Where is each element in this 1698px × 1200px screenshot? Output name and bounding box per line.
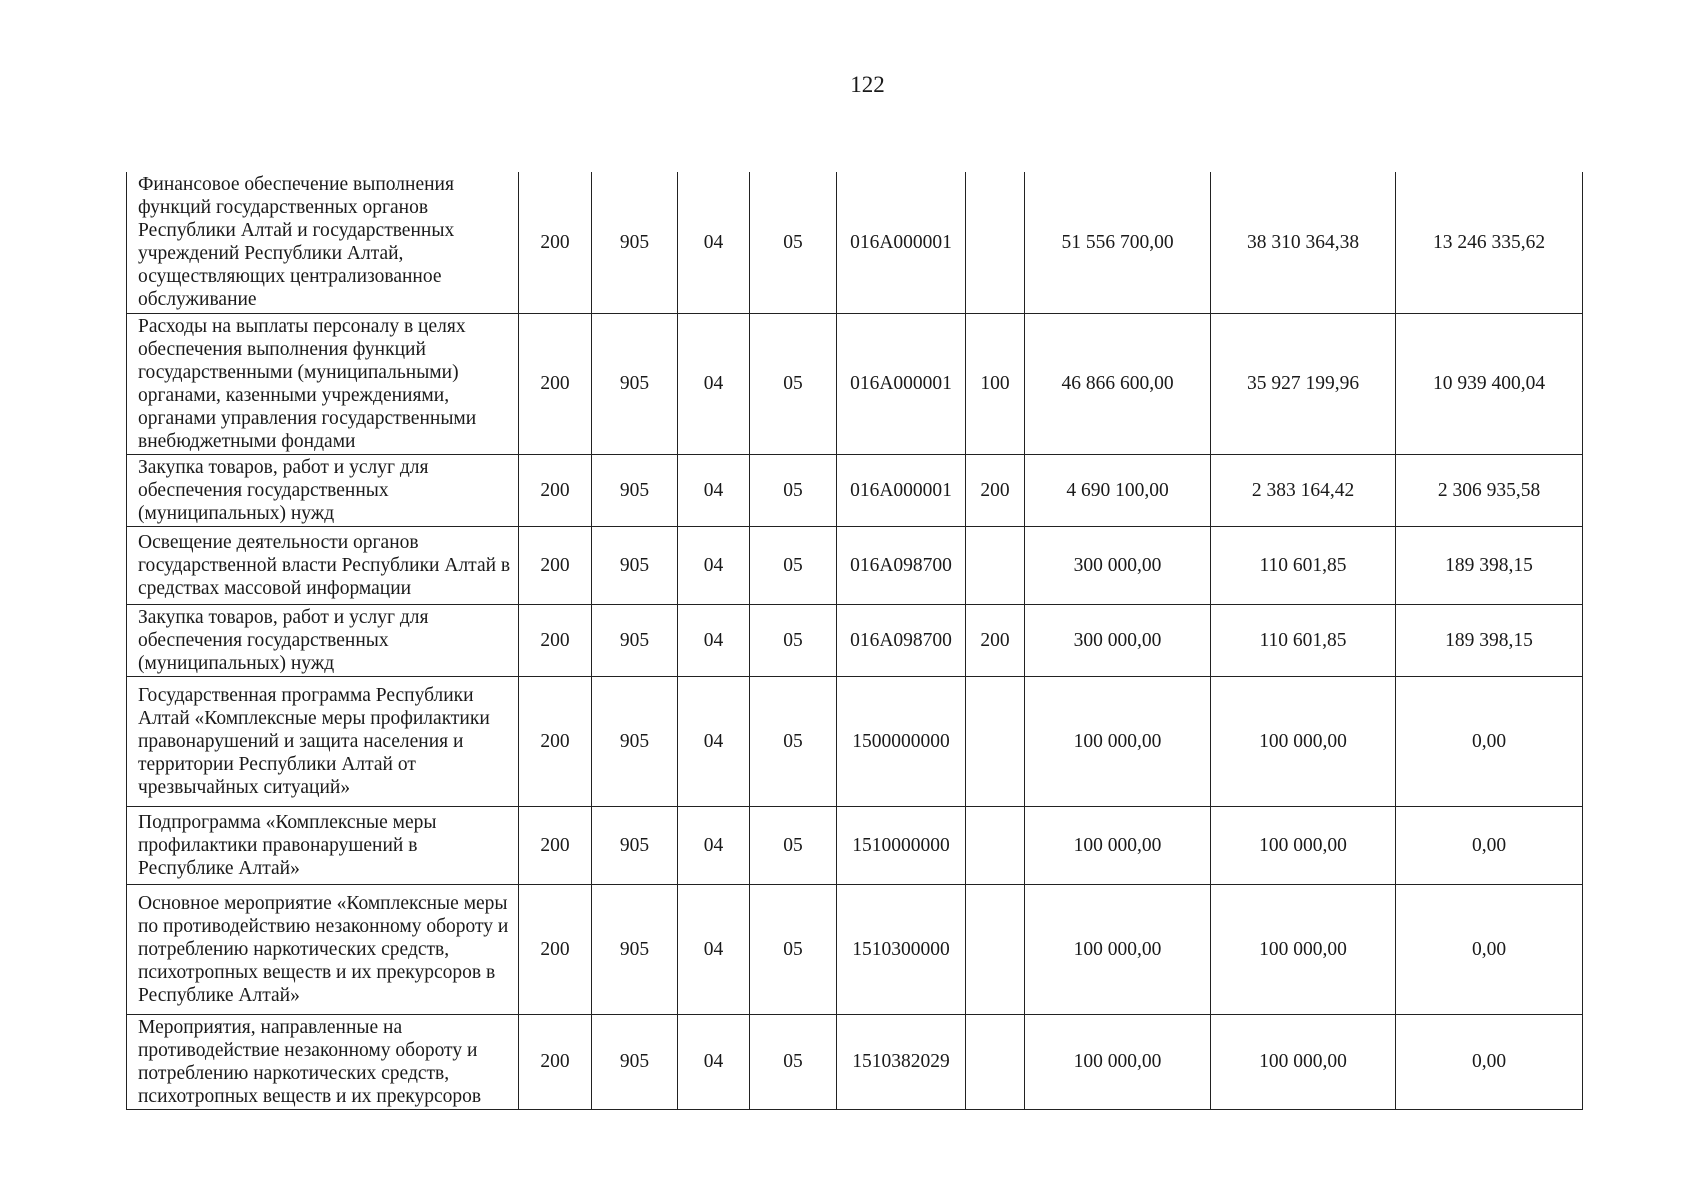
cell-remainder-amount: 189 398,15 <box>1396 604 1583 676</box>
cell-code-4: 05 <box>750 526 837 604</box>
cell-description: Государственная программа Республики Алтай «Комплексные меры профилактики правонарушений и защита населения и территории Республики Алтай от чрезвычайных ситуаций» <box>127 676 519 806</box>
cell-code-2: 905 <box>592 172 678 313</box>
cell-executed-amount: 100 000,00 <box>1211 806 1396 884</box>
cell-plan-amount: 300 000,00 <box>1025 526 1211 604</box>
cell-target-article: 016А098700 <box>837 526 966 604</box>
page-number: 122 <box>850 72 885 97</box>
table-row <box>127 806 1583 884</box>
cell-executed-amount: 110 601,85 <box>1211 526 1396 604</box>
cell-remainder-amount: 13 246 335,62 <box>1396 172 1583 313</box>
table-row <box>127 884 1583 1014</box>
cell-code-3: 04 <box>678 454 750 526</box>
cell-description: Подпрограмма «Комплексные меры профилактики правонарушений в Республике Алтай» <box>127 806 519 884</box>
cell-code-4: 05 <box>750 884 837 1014</box>
cell-target-article: 1510000000 <box>837 806 966 884</box>
cell-description: Закупка товаров, работ и услуг для обеспечения государственных (муниципальных) нужд <box>127 604 519 676</box>
cell-remainder-amount: 0,00 <box>1396 806 1583 884</box>
cell-remainder-amount: 0,00 <box>1396 1014 1583 1109</box>
cell-target-article: 016А098700 <box>837 604 966 676</box>
cell-code-3: 04 <box>678 806 750 884</box>
cell-code-1: 200 <box>519 676 592 806</box>
cell-code-4: 05 <box>750 676 837 806</box>
table-row <box>127 172 1583 313</box>
cell-target-article: 016А000001 <box>837 172 966 313</box>
cell-expense-type <box>966 806 1025 884</box>
cell-plan-amount: 4 690 100,00 <box>1025 454 1211 526</box>
cell-code-1: 200 <box>519 526 592 604</box>
cell-expense-type: 200 <box>966 604 1025 676</box>
cell-description: Расходы на выплаты персоналу в целях обеспечения выполнения функций государственными (муниципальными) органами, казенными учреждениями, органами управления государственными внебюджетными фондами <box>127 313 519 454</box>
cell-code-4: 05 <box>750 604 837 676</box>
cell-plan-amount: 300 000,00 <box>1025 604 1211 676</box>
cell-code-1: 200 <box>519 806 592 884</box>
table-row <box>127 676 1583 806</box>
cell-target-article: 1510300000 <box>837 884 966 1014</box>
cell-plan-amount: 100 000,00 <box>1025 884 1211 1014</box>
cell-remainder-amount: 10 939 400,04 <box>1396 313 1583 454</box>
cell-code-4: 05 <box>750 1014 837 1109</box>
cell-code-1: 200 <box>519 313 592 454</box>
cell-code-1: 200 <box>519 884 592 1014</box>
cell-code-1: 200 <box>519 172 592 313</box>
cell-code-2: 905 <box>592 313 678 454</box>
cell-code-2: 905 <box>592 454 678 526</box>
cell-code-3: 04 <box>678 526 750 604</box>
cell-executed-amount: 38 310 364,38 <box>1211 172 1396 313</box>
cell-description: Мероприятия, направленные на противодействие незаконному обороту и потреблению наркотических средств, психотропных веществ и их прекурсоров <box>127 1014 519 1109</box>
cell-code-2: 905 <box>592 1014 678 1109</box>
cell-target-article: 1510382029 <box>837 1014 966 1109</box>
cell-description: Основное мероприятие «Комплексные меры по противодействию незаконному обороту и потреблению наркотических средств, психотропных веществ и их прекурсоров в Республике Алтай» <box>127 884 519 1014</box>
table-row <box>127 526 1583 604</box>
cell-description: Закупка товаров, работ и услуг для обеспечения государственных (муниципальных) нужд <box>127 454 519 526</box>
cell-code-4: 05 <box>750 454 837 526</box>
cell-code-2: 905 <box>592 676 678 806</box>
cell-remainder-amount: 0,00 <box>1396 676 1583 806</box>
cell-plan-amount: 51 556 700,00 <box>1025 172 1211 313</box>
cell-code-3: 04 <box>678 1014 750 1109</box>
table-row <box>127 313 1583 454</box>
cell-code-3: 04 <box>678 676 750 806</box>
cell-code-1: 200 <box>519 1014 592 1109</box>
cell-code-2: 905 <box>592 806 678 884</box>
cell-executed-amount: 110 601,85 <box>1211 604 1396 676</box>
cell-code-3: 04 <box>678 313 750 454</box>
cell-target-article: 1500000000 <box>837 676 966 806</box>
cell-code-4: 05 <box>750 172 837 313</box>
cell-plan-amount: 46 866 600,00 <box>1025 313 1211 454</box>
cell-expense-type: 100 <box>966 313 1025 454</box>
cell-code-2: 905 <box>592 604 678 676</box>
table-row <box>127 1014 1583 1109</box>
table-row <box>127 604 1583 676</box>
cell-expense-type <box>966 172 1025 313</box>
cell-code-3: 04 <box>678 172 750 313</box>
cell-expense-type <box>966 1014 1025 1109</box>
cell-executed-amount: 100 000,00 <box>1211 676 1396 806</box>
cell-description: Финансовое обеспечение выполнения функций государственных органов Республики Алтай и государственных учреждений Республики Алтай, осуществляющих централизованное обслуживание <box>127 172 519 313</box>
cell-executed-amount: 100 000,00 <box>1211 1014 1396 1109</box>
cell-remainder-amount: 2 306 935,58 <box>1396 454 1583 526</box>
cell-target-article: 016А000001 <box>837 454 966 526</box>
cell-code-1: 200 <box>519 454 592 526</box>
cell-expense-type <box>966 526 1025 604</box>
cell-code-3: 04 <box>678 884 750 1014</box>
cell-expense-type <box>966 676 1025 806</box>
cell-plan-amount: 100 000,00 <box>1025 676 1211 806</box>
cell-code-2: 905 <box>592 884 678 1014</box>
cell-remainder-amount: 0,00 <box>1396 884 1583 1014</box>
table-row <box>127 454 1583 526</box>
cell-code-1: 200 <box>519 604 592 676</box>
cell-remainder-amount: 189 398,15 <box>1396 526 1583 604</box>
cell-plan-amount: 100 000,00 <box>1025 806 1211 884</box>
cell-code-2: 905 <box>592 526 678 604</box>
cell-target-article: 016А000001 <box>837 313 966 454</box>
cell-expense-type: 200 <box>966 454 1025 526</box>
cell-executed-amount: 100 000,00 <box>1211 884 1396 1014</box>
cell-code-4: 05 <box>750 806 837 884</box>
cell-expense-type <box>966 884 1025 1014</box>
budget-table <box>126 172 1583 1110</box>
cell-executed-amount: 2 383 164,42 <box>1211 454 1396 526</box>
cell-executed-amount: 35 927 199,96 <box>1211 313 1396 454</box>
cell-code-4: 05 <box>750 313 837 454</box>
cell-description: Освещение деятельности органов государственной власти Республики Алтай в средствах массовой информации <box>127 526 519 604</box>
cell-code-3: 04 <box>678 604 750 676</box>
cell-plan-amount: 100 000,00 <box>1025 1014 1211 1109</box>
